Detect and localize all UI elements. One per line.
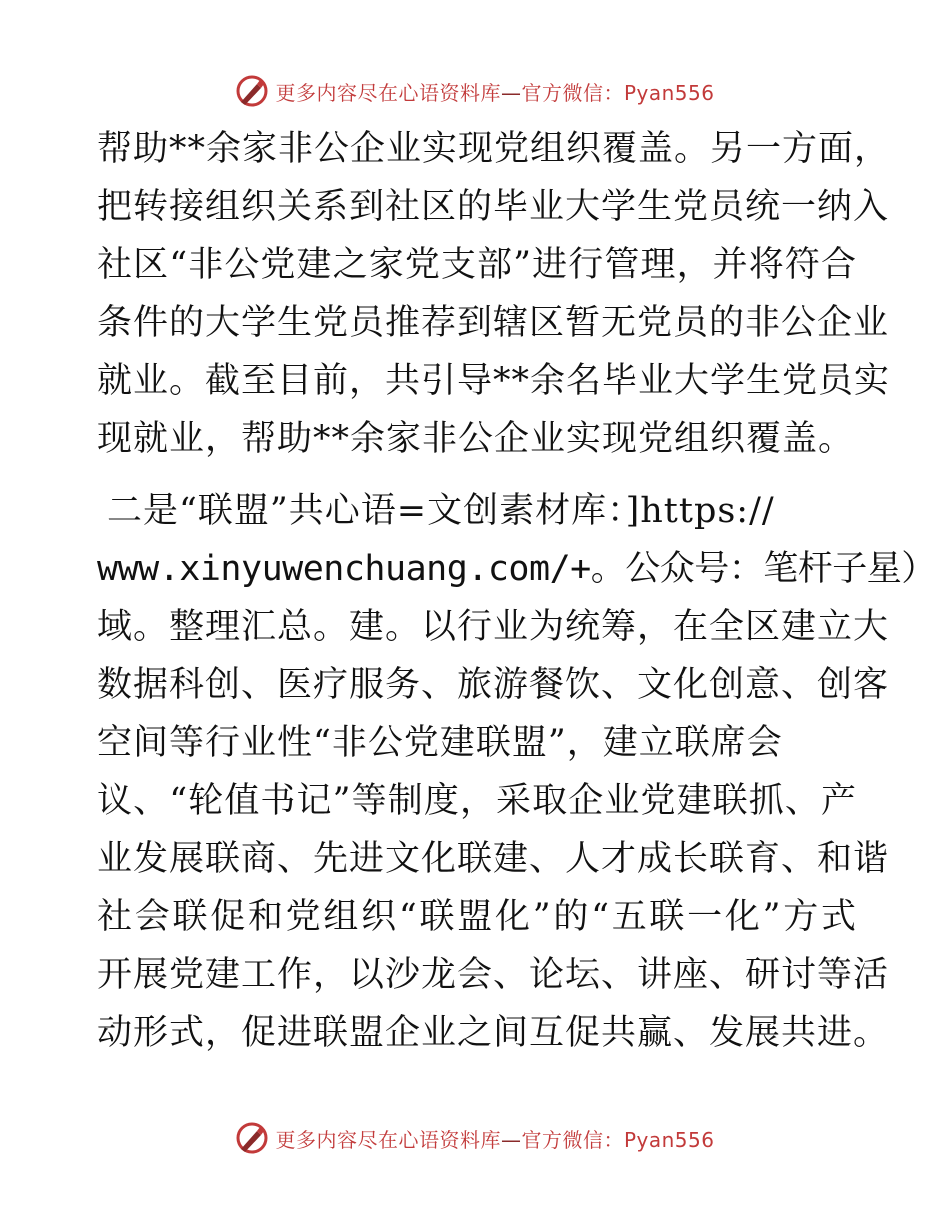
text-line: 开展党建工作，以沙龙会、论坛、讲座、研讨等活 [97, 955, 890, 995]
banner-dash: — [500, 1127, 522, 1152]
text-line: 把转接组织关系到社区的毕业大学生党员统一纳入 [97, 187, 890, 227]
text-line: 条件的大学生党员推荐到辖区暂无党员的非公企业 [97, 303, 890, 343]
text-line: 社区“非公党建之家党支部”进行管理，并将符合 [97, 245, 857, 285]
banner-wechat: 官方微信：Pyan556 [521, 80, 715, 105]
text-line: 业发展联商、先进文化联建、人才成长联育、和谐 [97, 839, 890, 879]
text-line: 空间等行业性“非公党建联盟”，建立联席会 [97, 723, 783, 763]
banner-site: 更多内容尽在心语资料库 [275, 80, 501, 105]
pen-logo-icon [235, 1121, 269, 1155]
banner-text [275, 1124, 714, 1153]
banner-wechat: 官方微信：Pyan556 [521, 1127, 715, 1152]
text-line: 就业。截至目前，共引导**余名毕业大学生党员实 [97, 361, 891, 401]
footer-banner [0, 1118, 950, 1158]
header-banner [0, 71, 950, 111]
text-line: www.xinyuwenchuang.com/+。公众号：笔杆子星） [97, 549, 936, 589]
document-body [97, 120, 936, 1062]
text-line: 社会联促和党组织“联盟化”的“五联一化”方式 [97, 897, 857, 937]
text-line: 帮助**余家非公企业实现党组织覆盖。另一方面， [97, 129, 891, 169]
banner-site: 更多内容尽在心语资料库 [275, 1127, 501, 1152]
text-line: 数据科创、医疗服务、旅游餐饮、文化创意、创客 [97, 665, 890, 705]
text-line: 现就业，帮助**余家非公企业实现党组织覆盖。 [97, 419, 855, 459]
banner-dash: — [500, 80, 522, 105]
pen-logo-icon [235, 74, 269, 108]
banner-text [275, 77, 714, 106]
text-line: 二是“联盟”共心语=文创素材库：]https:// [107, 491, 775, 531]
text-line: 域。整理汇总。建。以行业为统筹，在全区建立大 [97, 607, 890, 647]
text-line: 动形式，促进联盟企业之间互促共赢、发展共进。 [97, 1013, 890, 1053]
text-line: 议、“轮值书记”等制度，采取企业党建联抓、产 [97, 781, 857, 821]
